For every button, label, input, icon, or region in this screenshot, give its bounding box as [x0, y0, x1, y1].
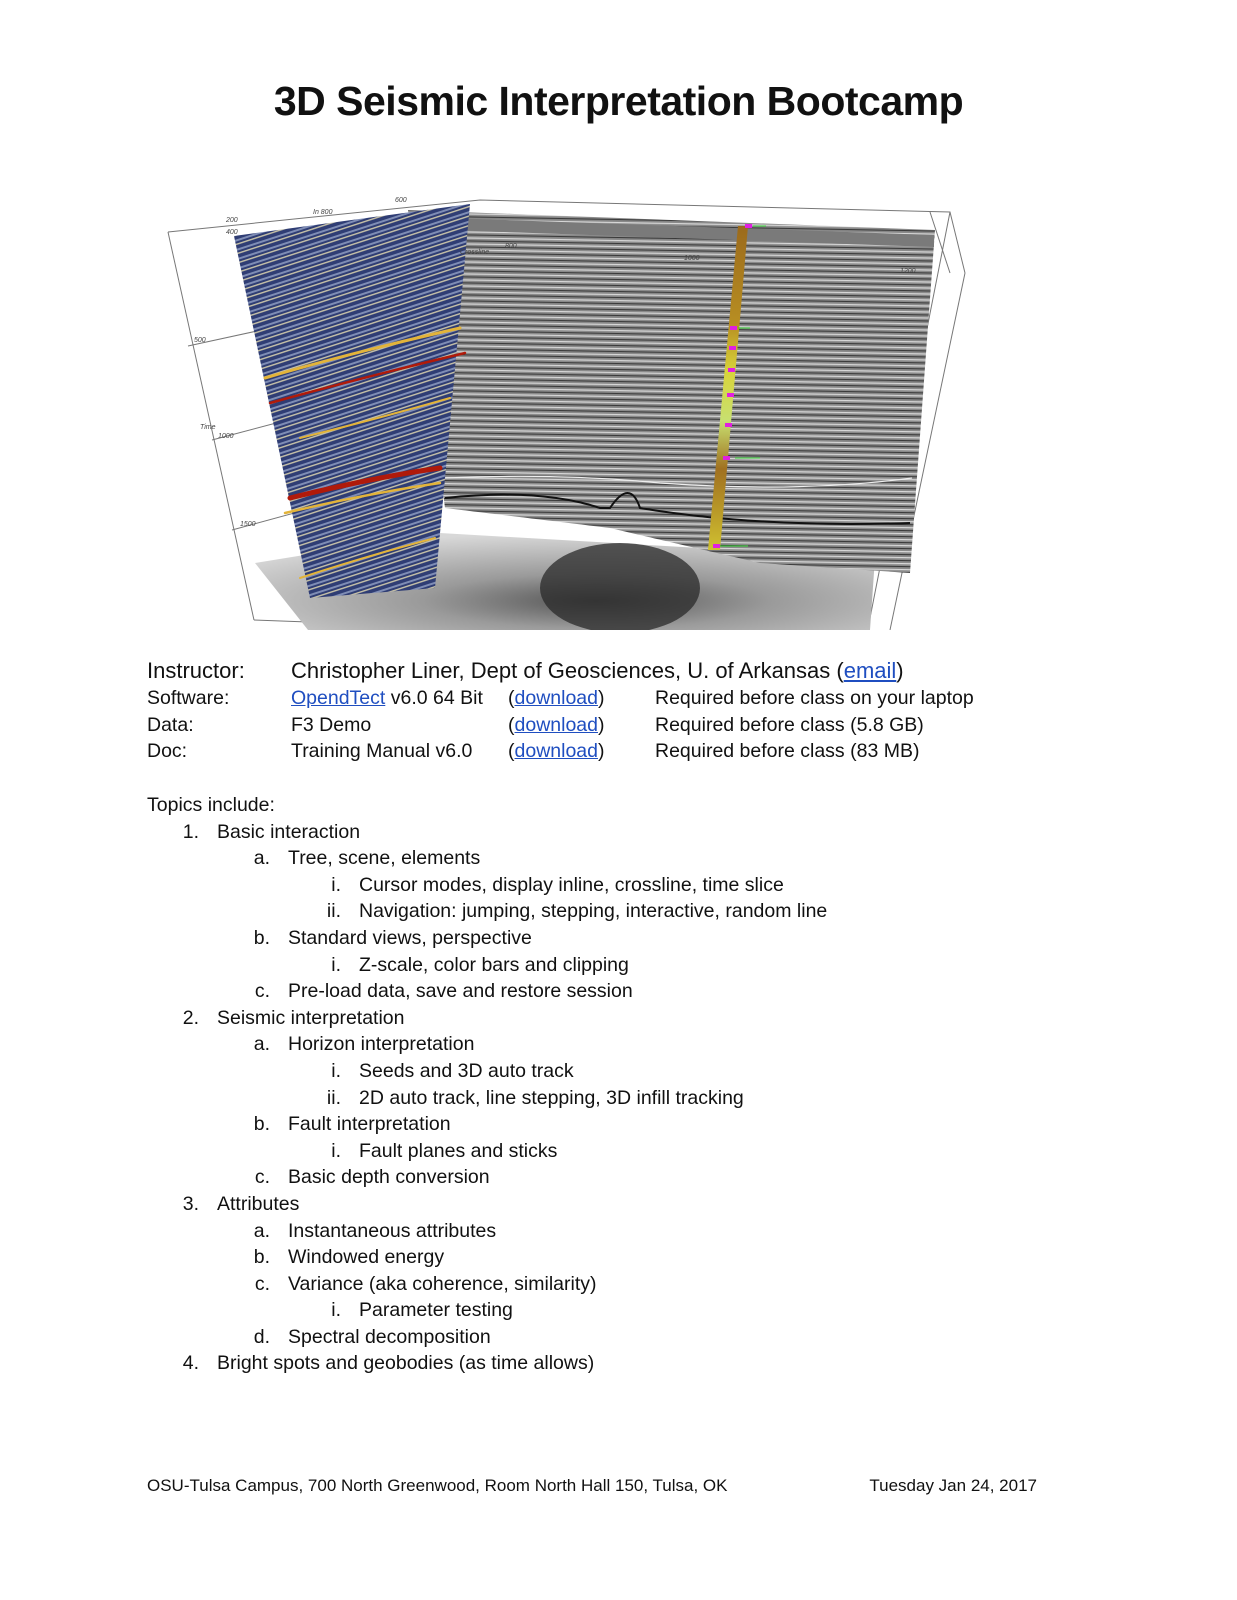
topic-text: Bright spots and geobodies (as time allows) [217, 1352, 595, 1375]
email-link[interactable]: email [843, 658, 897, 683]
topic-text: Cursor modes, display inline, crossline, time slice [359, 873, 784, 896]
topic-marker: b. [253, 1113, 270, 1136]
topic-marker: i. [331, 1139, 341, 1162]
footer-date: Tuesday Jan 24, 2017 [869, 1476, 1037, 1495]
data-label: Data: [147, 713, 194, 736]
crossline-tick-1200: 1200 [900, 268, 916, 275]
topic-text: Basic interaction [217, 820, 361, 843]
opendtect-link[interactable]: OpendTect [291, 687, 386, 709]
topic-text: Tree, scene, elements [288, 847, 481, 870]
topic-marker: 3. [182, 1192, 199, 1215]
time-axis-label: Time [200, 424, 216, 431]
crossline-axis-label: Crossline [460, 249, 490, 256]
inline-tick-400: 400 [226, 229, 238, 236]
inline-axis-label: In 800 [313, 209, 333, 216]
topic-marker: b. [253, 1246, 270, 1269]
instructor-value: Christopher Liner, Dept of Geosciences, U. of Arkansas (email) [291, 658, 904, 683]
topic-text: Navigation: jumping, stepping, interactive, random line [359, 900, 828, 923]
doc-download-link[interactable]: download [514, 740, 598, 763]
topic-text: Seeds and 3D auto track [359, 1059, 574, 1082]
software-note: Required before class on your laptop [655, 687, 974, 709]
topic-marker: d. [253, 1325, 270, 1348]
topic-marker: i. [331, 1299, 341, 1322]
doc-note: Required before class (83 MB) [655, 740, 920, 763]
topic-text: Z-scale, color bars and clipping [359, 953, 629, 976]
topic-marker: c. [254, 1166, 270, 1189]
topic-marker: c. [254, 1272, 270, 1295]
crossline-tick-1000: 1000 [684, 255, 700, 262]
topic-marker: 2. [182, 1006, 199, 1029]
topic-marker: c. [254, 980, 270, 1003]
seismic-3d-figure [160, 178, 1080, 630]
inline-tick-600: 600 [395, 197, 407, 204]
topic-text: Spectral decomposition [288, 1325, 491, 1348]
instructor-label: Instructor: [147, 658, 245, 683]
topic-text: 2D auto track, line stepping, 3D infill tracking [359, 1086, 744, 1109]
topic-text: Pre-load data, save and restore session [288, 980, 633, 1003]
footer-address: OSU-Tulsa Campus, 700 North Greenwood, Room North Hall 150, Tulsa, OK [147, 1476, 728, 1495]
topic-text: Fault interpretation [288, 1113, 451, 1136]
topic-marker: ii. [326, 1086, 341, 1109]
doc-download: (download) [508, 740, 605, 763]
topic-text: Seismic interpretation [217, 1006, 405, 1029]
data-note: Required before class (5.8 GB) [655, 713, 924, 736]
topic-text: Basic depth conversion [288, 1166, 490, 1189]
data-value: F3 Demo [291, 713, 372, 736]
software-download: (download) [508, 687, 605, 709]
topic-marker: a. [253, 1219, 270, 1242]
topic-text: Attributes [217, 1192, 300, 1215]
topic-text: Parameter testing [359, 1299, 513, 1322]
topic-marker: 1. [182, 820, 199, 843]
time-tick-1000: 1000 [218, 433, 234, 440]
software-label: Software: [147, 687, 230, 709]
doc-value: Training Manual v6.0 [291, 740, 473, 763]
software-value: OpendTect v6.0 64 Bit [291, 687, 483, 709]
time-tick-500: 500 [194, 337, 206, 344]
topic-text: Horizon interpretation [288, 1033, 475, 1056]
topic-marker: b. [253, 926, 270, 949]
topic-marker: ii. [326, 900, 341, 923]
topic-marker: i. [331, 953, 341, 976]
inline-tick-200: 200 [226, 217, 238, 224]
crossline-tick-800: 800 [505, 243, 517, 250]
topic-text: Standard views, perspective [288, 926, 532, 949]
topic-text: Variance (aka coherence, similarity) [288, 1272, 597, 1295]
time-tick-1500: 1500 [240, 521, 256, 528]
topic-marker: i. [331, 873, 341, 896]
topic-text: Instantaneous attributes [288, 1219, 497, 1242]
topic-text: Fault planes and sticks [359, 1139, 558, 1162]
data-download-link[interactable]: download [514, 713, 598, 736]
page-title: 3D Seismic Interpretation Bootcamp [273, 78, 964, 124]
topic-marker: i. [331, 1059, 341, 1082]
topic-marker: a. [253, 1033, 270, 1056]
data-download: (download) [508, 713, 605, 736]
topic-marker: 4. [182, 1352, 199, 1375]
doc-label: Doc: [147, 740, 188, 763]
topic-text: Windowed energy [288, 1246, 445, 1269]
software-download-link[interactable]: download [514, 687, 598, 709]
topic-marker: a. [253, 847, 270, 870]
